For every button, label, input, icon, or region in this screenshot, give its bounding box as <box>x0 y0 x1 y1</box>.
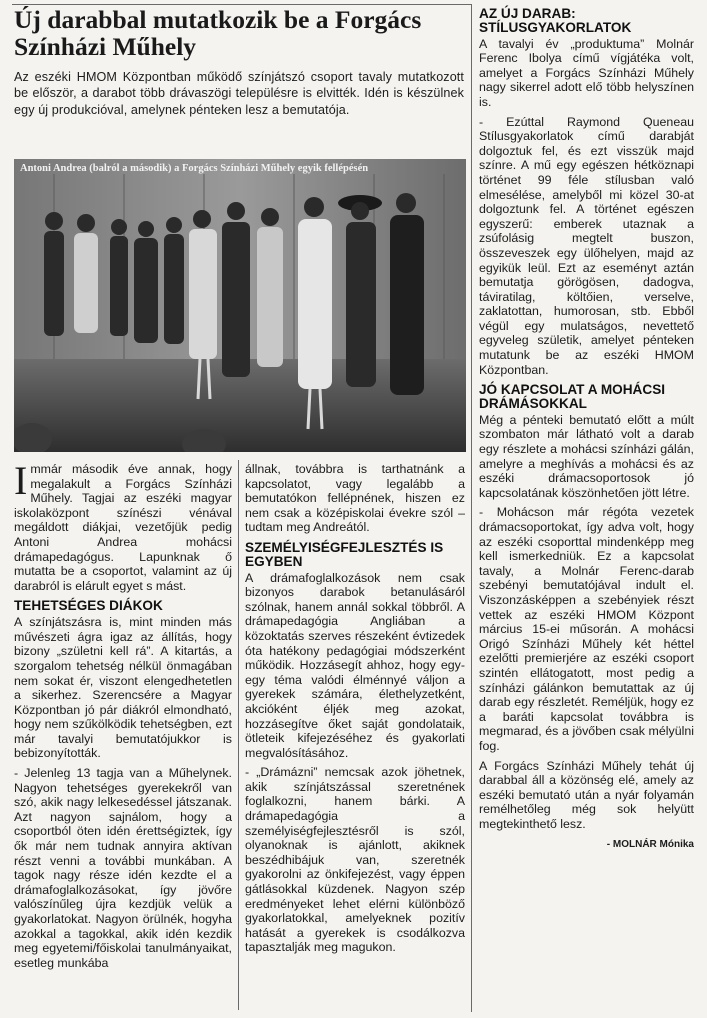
photo-caption: Antoni Andrea (balról a második) a Forgács Színházi Műhely egyik fellépésén <box>20 163 369 174</box>
subheading-tehetseges: TEHETSÉGES DIÁKOK <box>14 598 163 614</box>
column-1 <box>14 458 232 970</box>
paragraph: - „Drámázni” nemcsak azok jöhetnek, akik színjátszással szeretnének foglalkozni, hanem bárki. A drámapedagógia a személyiségfejlesztésről is szól, olyanoknak is ajánlott, akiknek beszédhibájuk van, szeretnék gyakorolni az önkifejezést, vagy éppen gátlásokkal küzdenek. Nagyon szép eredményeket lehet elérni különböző gyakorlatokkal, amelyeknek pozitív hatását a gyerekek is csodálkozva tapasztalják meg magukon. <box>245 765 465 955</box>
column-rule-left <box>238 460 239 1010</box>
paragraph: A drámafoglalkozások nem csak bizonyos darabok betanulásáról szólnak, hanem annál sokkal többről. A drámapedagógia Angliában a közoktatás szerves részeként évtizedek óta hatékony pedagógiai módszerként működik. Hozzásegít ahhoz, hogy egy-egy téma valódi élménnyé váljon a gyerekek számára, élethelyzetként, akcióként éljék meg azokat, hozzásegítve őket saját gondolataik, ötleteik kifejezéséhez és gyakorlati megvalósításához. <box>245 570 465 760</box>
subheading-uj-darab: AZ ÚJ DARAB: STÍLUSGYAKORLATOK <box>479 6 632 35</box>
paragraph: A Forgács Színházi Műhely tehát új darabbal áll a közönség elé, amely az eszéki bemutató után a nyár folyamán remélhetőleg még sok helyütt megtekinthető lesz. <box>479 758 694 831</box>
drop-cap: I <box>14 458 28 503</box>
paragraph: - Mohácson már régóta vezetek drámacsoportokat, így adva volt, hogy az eszéki csoporttal mindenképp meg kell ismerkedniük. Ez a kapcsolat tavaly, a Molnár Ferenc-darab szebényi bemutatójával indult el. Viszonzásképpen a szebényiek részt vettek az eszéki HMOM Központ március 15-ei műsorán. A mohácsi Origó Színházi Műhely két héttel ezelőtti premierjére az eszéki csoport szintén ellátogatott, most pedig a színházi gálánkon bemutattak az új darab egy részletét. Reméljük, hogy ez a baráti kapcsolat továbbra is megmarad, és a jövőben csak mélyülni fog. <box>479 505 694 753</box>
column-2 <box>245 462 465 955</box>
column-rule-right <box>471 4 472 1012</box>
column-3 <box>479 7 694 850</box>
paragraph: állnak, továbbra is tarthatnánk a kapcsolatot, vagy legalább a bemutatókon fellépnének, hiszen ez nem csak a középiskolai évekre szól – tudtam meg Andreától. <box>245 462 465 535</box>
stage-photo-icon <box>14 159 466 452</box>
intro-paragraph <box>14 458 232 593</box>
stage-photo <box>14 159 466 452</box>
paragraph: Még a pénteki bemutató előtt a múlt szombaton már látható volt a darab egy részlete a mohácsi színházi gálán, amelyre a meghívás a mohácsi és az eszéki drámacsoportosok jó kapcsolatának köszönhetően jött létre. <box>479 412 694 500</box>
subheading-szemelyiseg: SZEMÉLYISÉGFEJLESZTÉS IS EGYBEN <box>245 539 444 569</box>
subheading-kapcsolat: JÓ KAPCSOLAT A MOHÁCSI DRÁMÁSOKKAL <box>479 382 666 412</box>
intro-text: mmár második éve annak, hogy megalakult a Forgács Színházi Műhely. Tagjai az eszéki magyar iskolaközpont színészi vénával megáldott diákjai, vezetőjük pedig Antoni Andrea mohácsi drámapedagógus. Lapunknak ő mutatta be a csoportot, valamint az új darabról is elárult egyet s mást. <box>14 462 232 593</box>
article-headline: Új darabbal mutatkozik be a Forgács Színházi Műhely <box>14 5 422 61</box>
article-lead: Az eszéki HMOM Központban működő színjátszó csoport tavaly mutatkozott be először, a darabot több drávaszögi településre is elvitték. Idén is készülnek egy új produkcióval, amelynek pénteken lesz a bemutatója. <box>14 70 464 117</box>
paragraph: A tavalyi év „produktuma” Molnár Ferenc Ibolya című vígjátéka volt, amelyet a Forgács Színházi Műhely nagy sikerrel adott elő több helyszínen is. <box>479 36 694 109</box>
author-byline: - MOLNÁR Mónika <box>606 839 694 851</box>
paragraph: A színjátszásra is, mint minden más művészeti ágra igaz az állítás, hogy bizony „születni kell rá”. A kitartás, a szorgalom tehetség nélkül önmagában nem sokat ér, viszont elengedhetetlen a sikerhez. Szerencsére a Magyar Központban jó pár diákról elmondható, hogy nem szűkölködik tehetségben, ezt már tavalyi bemutatójukkor is bebizonyították. <box>14 615 232 761</box>
paragraph: - Ezúttal Raymond Queneau Stílusgyakorlatok című darabját dolgoztuk fel, és ezt visszük majd színre. A mű egy egészen hétköznapi történet 99 féle stílusban való elmesélése, amelyből mi közel 30-at dolgoztunk fel. A történet egészen egyszerű: emberek utaznak a zsúfolásig megtelt buszon, összeveszek egy ülőhelyen, majd az egyikük leül. Ezt az eseményt aztán bemutatja görögösen, dadogva, táviratilag, költőien, verselve, zaklatottan, humorosan, stb. Ebből végül egy mulatságos, nevettető egyveleg születik, amelyet pénteken mutatunk be az eszéki HMOM Központban. <box>479 114 694 377</box>
paragraph: - Jelenleg 13 tagja van a Műhelynek. Nagyon tehetséges gyerekekről van szó, akik nagy lelkesedéssel játszanak. Azt nagyon sajnálom, hogy a csoportból öten idén érettségiztek, így ők már nem tudnak annyira aktívan részt venni a további munkában. A tagok nagy része idén kezdte el a drámafoglalkozásokat, így jövőre valószínűleg újra kezdjük velük a gyakorlatokat. Nagyon örülnék, hogyha azokkal a tagokkal, akik idén kezdik meg egyetemi/főiskolai tanulmányaikat, esetleg munkába <box>14 766 232 970</box>
